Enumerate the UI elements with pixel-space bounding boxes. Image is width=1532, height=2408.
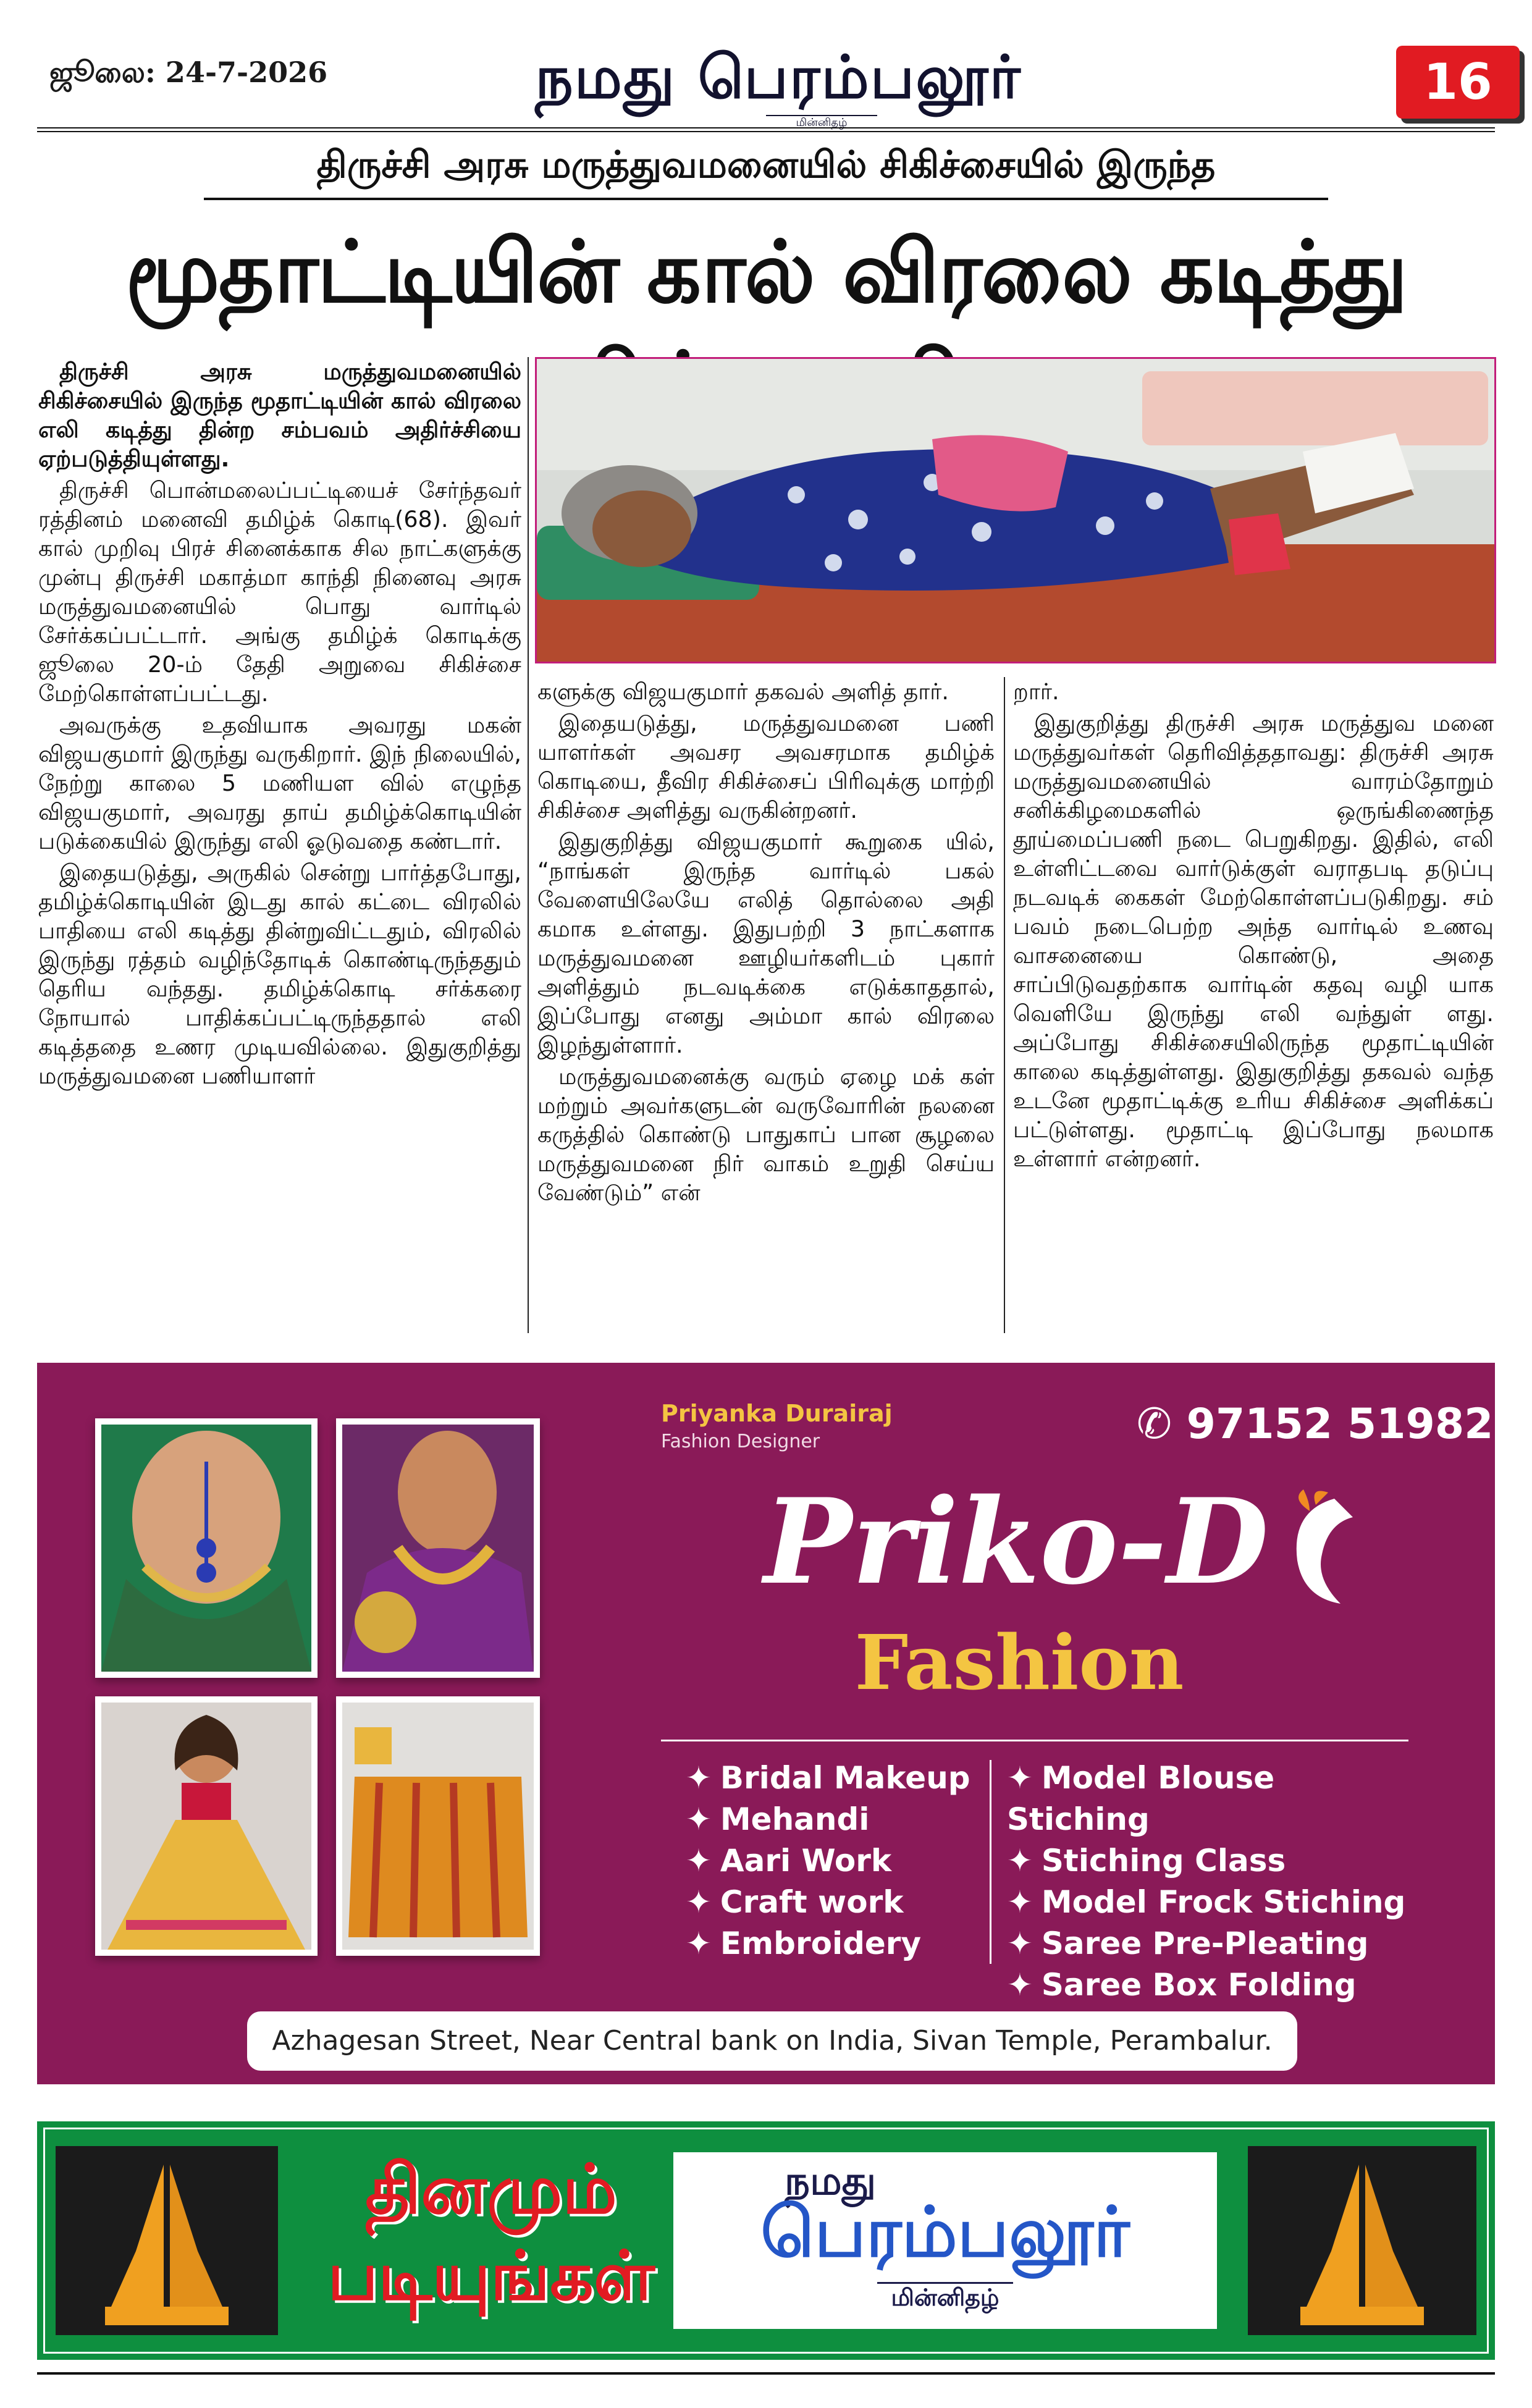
page-number-badge: 16 [1396, 46, 1520, 119]
article-column-2 [537, 677, 995, 1333]
article-paragraph: இதுகுறித்து விஜயகுமார் கூறுகை யில், “நாங்கள் இருந்த வார்டில் பகல் வேளையிலேயே எலித் தொல்லை அதி கமாக உள்ளது. இதுபற்றி 3 நாட்களாக மருத்துவமனை ஊழியர்களிடம் புகார் அளித்தும் நடவடிக்கை எடுக்காததால், இப்போது எனது அம்மா கால் விரலை இழந்துள்ளார். [537, 828, 995, 1058]
saree-pleating-photo [336, 1696, 540, 1956]
header-divider [37, 127, 1495, 132]
page-bottom-rule [37, 2372, 1495, 2375]
newspaper-logo [673, 2152, 1217, 2329]
article-headline: மூதாட்டியின் கால் விரலை கடித்து [125, 222, 1407, 322]
left-praying-hands-panel [56, 2146, 278, 2335]
article-paragraph: திருச்சி அரசு மருத்துவமனையில் சிகிச்சையில் இருந்த மூதாட்டியின் கால் விரலை எலி கடித்து தின்ற சம்பவம் அதிர்ச்சியை ஏற்படுத்தியுள்ளது. [38, 358, 521, 472]
phone-icon: ✆ [1137, 1400, 1187, 1449]
praying-hands-icon [1248, 2146, 1476, 2335]
phone-number-text: 97152 51982 [1186, 1400, 1494, 1449]
kids-frock-photo [95, 1696, 318, 1956]
designer-name: Priyanka Durairaj [661, 1400, 893, 1427]
blouse-back-photo [95, 1418, 318, 1678]
service-item: ✦ Craft work [686, 1884, 904, 1920]
article-paragraph: றார். [1013, 678, 1059, 705]
brand-fashion-word: Fashion [854, 1618, 1184, 1707]
newspaper-title: நமது பெரம்பலூர் [535, 42, 1022, 112]
phone-number [1137, 1400, 1493, 1449]
shop-address: Azhagesan Street, Near Central bank on India, Sivan Temple, Perambalur. [247, 2011, 1297, 2071]
service-item: ✦ Saree Box Folding [1007, 1967, 1357, 2003]
read-daily-line-2: படியுங்கள் [327, 2236, 655, 2315]
newspaper-subtitle: மின்னிதழ் [766, 115, 877, 132]
article-paragraph: திருச்சி பொன்மலைப்பட்டியைச் சேர்ந்தவர் ரத்தினம் மனைவி தமிழ்க் கொடி(68). இவர் கால் முறிவு பிரச் சினைக்காக சில நாட்களுக்கு முன்பு திருச்சி மகாத்மா காந்தி நினைவு அரசு மருத்துவமனையில் பொது வார்டில் சேர்க்கப்பட்டார். அங்கு தமிழ்க் கொடிக்கு ஜூலை 20-ம் தேதி அறுவை சிகிச்சை மேற்கொள்ளப்பட்டது. [38, 477, 521, 707]
column-divider [1004, 677, 1005, 1333]
logo-line-3: மின்னிதழ் [877, 2282, 1013, 2315]
news-photo [535, 357, 1496, 663]
woman-face-logo-icon [1273, 1486, 1371, 1610]
service-item: ✦ Model Frock Stiching [1007, 1884, 1406, 1920]
services-list [661, 1740, 1408, 2003]
praying-hands-icon [56, 2146, 278, 2335]
service-item: ✦ Embroidery [686, 1926, 922, 1961]
article-column-1 [38, 357, 521, 1332]
article-column-3 [1013, 677, 1494, 1333]
service-item: ✦ Stiching Class [1007, 1843, 1286, 1879]
article-paragraph: இதுகுறித்து திருச்சி அரசு மருத்துவ மனை மருத்துவர்கள் தெரிவித்ததாவது: திருச்சி அரசு மருத்துவமனையில் வாரம்தோறும் சனிக்கிழமைகளில் ஒருங்கிணைந்த தூய்மைப்பணி நடை பெறுகிறது. இதில், எலி உள்ளிட்டவை வார்டுக்குள் வராதபடி தடுப்பு நடவடிக் கைகள் மேற்கொள்ளப்படுகிறது. சம் பவம் நடைபெற்ற அந்த வார்டில் உணவு வாசனையை கொண்டு, அதை சாப்பிடுவதற்காக வார்டின் கதவு வழி யாக வெளியே இருந்து எலி வந்துள் ளது. அப்போது சிகிச்சையிலிருந்த மூதாட்டியின் காலை கடித்துள்ளது. இதுகுறித்து தகவல் வந்த உடனே மூதாட்டிக்கு உரிய சிகிச்சை அளிக்கப் பட்டுள்ளது. மூதாட்டி இப்போது நலமாக உள்ளார் என்றனர். [1013, 710, 1494, 1172]
service-item: ✦ Bridal Makeup [686, 1760, 970, 1796]
issue-date: ஜூலை: 24-7-2026 [49, 56, 328, 89]
fashion-advertisement [37, 1363, 1495, 2084]
bridal-jewellery-photo [336, 1418, 540, 1678]
masthead [37, 37, 1495, 130]
column-divider [528, 357, 529, 1333]
patient-on-bed-illustration [537, 359, 1496, 663]
article-paragraph: அவருக்கு உதவியாக அவரது மகன் விஜயகுமார் இருந்து வருகிறார். இந் நிலையில், நேற்று காலை 5 மணியள வில் எழுந்த விஜயகுமார், அவரது தாய் தமிழ்க்கொடியின் படுக்கையில் இருந்து எலி ஓடுவதை கண்டார். [38, 712, 521, 854]
services-divider [990, 1760, 991, 1964]
article-kicker: திருச்சி அரசு மருத்துவமனையில் சிகிச்சையில் இருந்த [204, 143, 1328, 200]
service-item: ✦ Aari Work [686, 1843, 892, 1879]
read-daily-banner [37, 2121, 1495, 2360]
article-paragraph: இதையடுத்து, அருகில் சென்று பார்த்தபோது, தமிழ்க்கொடியின் இடது கால் கட்டை விரலில் பாதியை எலி கடித்து தின்றுவிட்டதும், விரலில் இருந்து ரத்தம் வழிந்தோடிக் கொண்டிருந்ததும் தெரிய வந்தது. தமிழ்க்கொடி சர்க்கரை நோயால் பாதிக்கப்பட்டிருந்ததால் எலி கடித்ததை உணர முடியவில்லை. இதுகுறித்து மருத்துவமனை பணியாளர் [38, 859, 521, 1089]
article-paragraph: களுக்கு விஜயகுமார் தகவல் அளித் தார். [537, 678, 949, 705]
right-praying-hands-panel [1248, 2146, 1476, 2335]
brand-name: Priko-D [764, 1473, 1269, 1610]
designer-role: Fashion Designer [661, 1431, 820, 1452]
service-item: ✦ Saree Pre-Pleating [1007, 1926, 1369, 1961]
article-paragraph: மருத்துவமனைக்கு வரும் ஏழை மக் கள் மற்றும் அவர்களுடன் வருவோரின் நலனை கருத்தில் கொண்டு பாதுகாப் பான சூழலை மருத்துவமனை நிர் வாகம் உறுதி செய்ய வேண்டும்” என் [537, 1063, 995, 1206]
services-right-column [1007, 1758, 1408, 2006]
logo-line-1: நமது [785, 2158, 877, 2204]
service-item: ✦ Mehandi [686, 1801, 870, 1837]
read-daily-line-1: தினமும் [365, 2150, 617, 2229]
article-paragraph: இதையடுத்து, மருத்துவமனை பணி யாளர்கள் அவசர அவசரமாக தமிழ்க் கொடியை, தீவிர சிகிச்சைப் பிரிவுக்கு மாற்றி சிகிச்சை அளித்து வருகின்றனர். [537, 710, 995, 823]
logo-line-2: பெரம்பலூர் [760, 2192, 1130, 2273]
service-item: ✦ Model Blouse Stiching [1007, 1760, 1275, 1837]
services-left-column [686, 1758, 970, 1964]
read-daily-text [303, 2146, 680, 2319]
